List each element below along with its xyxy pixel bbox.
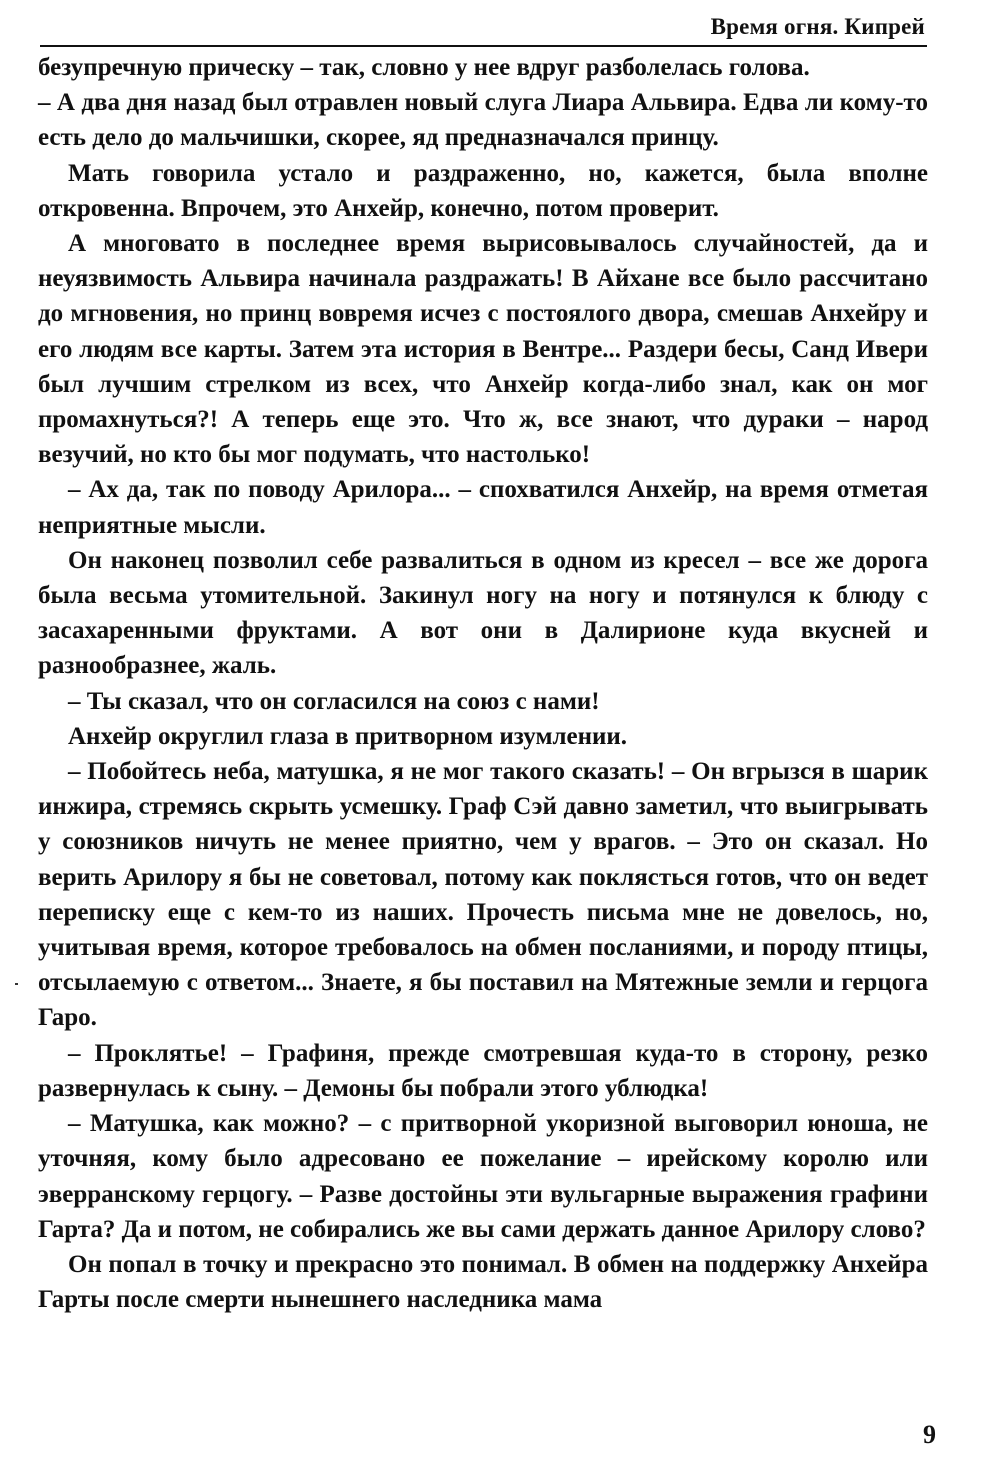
running-title: Время огня. Кипрей (710, 14, 925, 39)
paragraph: Он наконец позволил себе развалиться в одном из кресел – все же дорога была весьма утомительной. Закинул ногу на ногу и потянулся к блюду с засахаренными фруктами. А вот они в Далирионе куда вкусней и разнообразнее, жаль. (38, 546, 928, 680)
paragraph: А многовато в последнее время вырисовывалось случайностей, да и неуязвимость Альвира начинала раздражать! В Айхане все было рассчитано до мгновения, но принц вовремя исчез с постоялого двора, смешав Анхейру и его людям все карты. Затем эта история в Вентре... Раздери бесы, Санд Ивери был лучшим стрелком из всех, что Анхейр когда-либо знал, как он мог промахнуться?! А теперь еще это. Что ж, все знают, что дураки – народ везучий, но кто бы мог подумать, что настолько! (38, 230, 928, 469)
paragraph: – Ах да, так по поводу Арилора... – спохватился Анхейр, на время отметая неприятные мысли. (38, 476, 928, 539)
paragraph: – Проклятье! – Графиня, прежде смотревшая куда-то в сторону, резко развернулась к сыну. – Демоны бы побрали этого ублюдка! (38, 1039, 928, 1102)
paragraph: – Ты сказал, что он согласился на союз с нами! (68, 687, 600, 715)
paragraph: Он попал в точку и прекрасно это понимал. В обмен на поддержку Анхейра Гарты после смерти нынешнего наследника мама (38, 1250, 928, 1314)
paragraph: – Матушка, как можно? – с притворной укоризной выговорил юноша, не уточняя, кому было адресовано ее пожелание – ирейскому королю или эверранскому герцогу. – Разве достойны эти вульгарные выражения графини Гарта? Да и потом, не собирались же вы сами держать данное Арилору слово? (38, 1110, 928, 1243)
paragraph: Анхейр округлил глаза в притворном изумлении. (68, 722, 628, 750)
paragraph: безупречную прическу – так, словно у нее вдруг разболелась голова. (38, 54, 810, 81)
body-text (38, 50, 928, 1317)
scan-speck (15, 983, 18, 985)
header-rule (40, 45, 927, 47)
paragraph: Мать говорила устало и раздраженно, но, кажется, была вполне откровенна. Впрочем, это Анхейр, конечно, потом проверит. (38, 159, 928, 222)
paragraph: – А два дня назад был отравлен новый слуга Лиара Альвира. Едва ли кому-то есть дело до мальчишки, скорее, яд предназначался принцу. (38, 89, 928, 152)
page-number: 9 (923, 1420, 936, 1449)
paragraph: – Побойтесь неба, матушка, я не мог такого сказать! – Он вгрызся в шарик инжира, стремясь скрыть усмешку. Граф Сэй давно заметил, что выигрывать у союзников ничуть не менее приятно, чем у врагов. – Это он сказал. Но верить Арилору я бы не советовал, потому как поклясться готов, что он ведет переписку еще с кем-то из наших. Прочесть письма мне не довелось, но, учитывая время, которое требовалось на обмен посланиями, и породу птицы, отсылаемую с ответом... Знаете, я бы поставил на Мятежные земли и герцога Гаро. (38, 758, 928, 1032)
